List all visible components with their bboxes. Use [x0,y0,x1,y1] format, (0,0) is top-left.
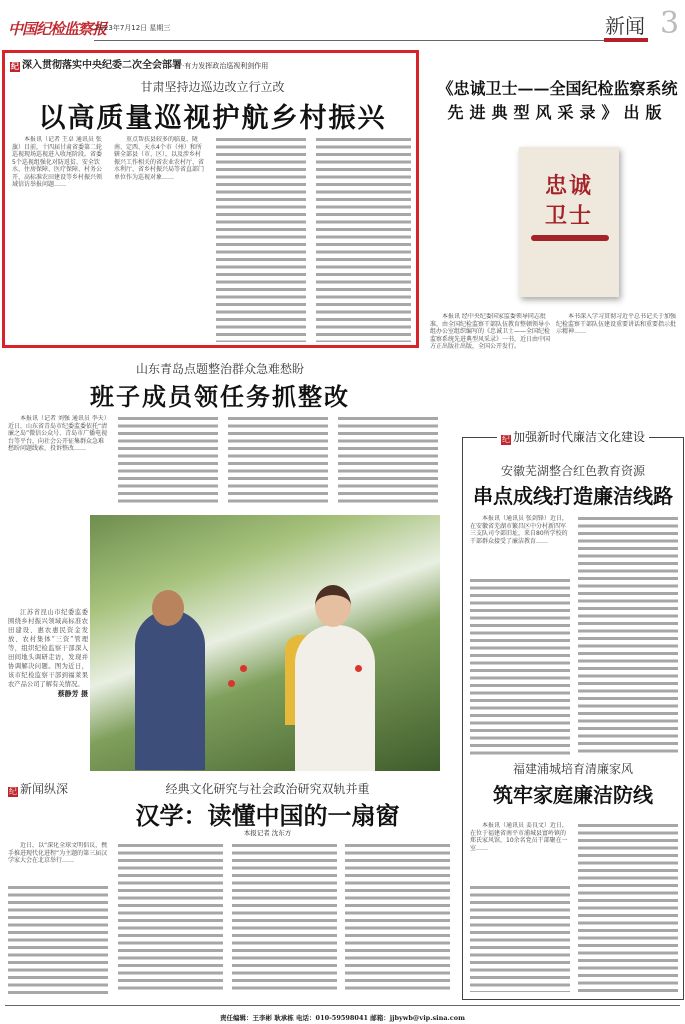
masthead-logo: 中国纪检监察报 [8,20,107,38]
article-body: 重点帮扶县较多的临夏、陇南、定西、天水4个市（州）和所辖全部县（市、区），以及涉乡村振兴工作相关的省农业农村厅、省水利厅、省乡村振兴局等省直部门单位作为巡视对象…… [114,136,205,181]
cover-band [531,235,609,241]
page-number: 3 [660,6,680,41]
article-subtitle: 经典文化研究与社会政治研究双轨并重 [165,782,370,796]
section-flag [8,780,68,797]
article-body: 近日，以“深化全球文明倡议，携手推进现代化进程”为主题的第三届汉学家大会在北京举行…… [8,842,108,864]
banner-text: 加强新时代廉洁文化建设 [512,430,645,444]
news-photo [90,515,440,771]
article-body: 本报讯（记者 王卓 通讯员 张旗）目前，十四届甘肃省委第二轮巡视现场巡视进入收尾阶段。省委5个巡视组强化对防返贫、安全饮水、住房保障、医疗保障、村务公开、高标准农田建设等乡村振兴领域信访举报问题…… [12,136,102,188]
article-title[interactable]: 筑牢家庭廉洁防线 [493,783,653,807]
cover-title: 卫士 [544,203,593,229]
article-body-text [118,415,218,503]
footer-editor-info: 责任编辑：王李彬 耿承栋 电话：010-59598041 邮箱：jjbywb@vip.sina.com [220,1014,465,1022]
article-body-text [232,842,337,994]
article-body: 本书深入学习贯彻习近平总书记关于加强纪检监察干部队伍建设重要讲话和重要指示批示精神…… [556,313,677,335]
article-body: 本报讯（通讯员 姜良文）近日，在位于福建省南平市浦城县富岭镇的郑氏家风馆，10余名党员干部聚在一室…… [470,822,568,852]
article-body-text [578,822,678,992]
paper-logo-icon: 纪 [501,435,510,444]
article-body-text [338,415,438,503]
tomato [240,665,247,672]
article-title[interactable]: 串点成线打造廉洁线路 [473,484,673,508]
article-body: 本报讯（通讯员 张剑锋）近日，在安徽省芜湖市繁昌区中分村新四军三支队司令部旧址，来自80所学校的干部群众接受了廉洁教育…… [470,515,568,545]
paper-logo-icon: 纪 [11,62,19,71]
caption-text: 江苏省昆山市纪委监委围绕乡村振兴领域高标准农田建设、惠农惠民资金发放、农村集体“三资”管理等，组织纪检监察干部深入田间地头调研走访，发现并协调解决问题。图为近日，该市纪检监察干部到福莱果农产品公司了解有关情况。 [8,609,88,688]
article-body-text [316,136,411,342]
box-banner [462,428,684,445]
book-cover-image [519,147,619,297]
column-kicker [10,56,268,72]
cover-title: 忠诚 [544,173,593,199]
paper-logo-icon: 纪 [9,787,17,796]
article-subtitle: 甘肃坚持边巡边改立行立改 [140,80,285,94]
photo-person-head [152,590,184,626]
article-title[interactable]: 以高质量巡视护航乡村振兴 [38,103,387,134]
article-body: 本报讯 经中央纪委国家监委领导同志批准，由全国纪检监察干部队伍教育整顿领导小组办公室组织编写的《忠诚卫士——全国纪检监察系统先进典型风采录》一书，近日由中国方正出版社出版，全国公开发行。 [430,313,550,350]
byline: 本报记者 沈东方 [243,829,292,837]
article-subtitle: 安徽芜湖整合红色教育资源 [500,464,645,478]
article-body-text [216,136,306,342]
article-title[interactable]: 班子成员领任务抓整改 [90,382,350,411]
article-body-text [578,515,678,755]
kicker-text: 深入贯彻落实中央纪委二次全会部署 [22,60,182,71]
photo-person [295,625,375,771]
section-flag-text: 新闻纵深 [20,782,69,796]
photo-caption [8,608,88,698]
article-body-text [470,577,570,755]
issue-date: 2023年7月12日 星期三 [95,24,171,32]
section-underline [604,38,648,42]
article-body-text [470,884,570,992]
header-divider [94,40,644,41]
article-body: 本报讯（记者 刘强 通讯员 李天）近日，山东省青岛市纪委监委依托“清廉之岛”微信公众号、青岛市广播电视台等平台，向社会公开征集群众急难愁盼问题线索，投诉整改…… [8,415,108,452]
article-subtitle: 山东青岛点题整治群众急难愁盼 [135,362,304,376]
article-body-text [345,842,450,994]
photo-person-head [315,585,351,627]
photo-person [135,610,205,770]
article-subtitle: 福建浦城培育清廉家风 [512,762,633,776]
book-article-title-line2[interactable]: 先进典型风采录》出版 [447,103,668,122]
article-title[interactable]: 汉学：读懂中国的一扇窗 [135,801,400,830]
book-article-title-line1[interactable]: 《忠诚卫士——全国纪检监察系统 [437,79,678,98]
article-body-text [228,415,328,503]
tomato [355,665,362,672]
footer-divider [5,1005,680,1006]
kicker-subtext: ·有力发挥政治巡视利剑作用 [182,62,269,70]
article-body-text [118,842,223,994]
tomato [228,680,235,687]
section-name: 新闻 [605,14,645,38]
article-body-text [8,884,108,994]
photo-credit: 蔡静芳 摄 [57,689,88,698]
